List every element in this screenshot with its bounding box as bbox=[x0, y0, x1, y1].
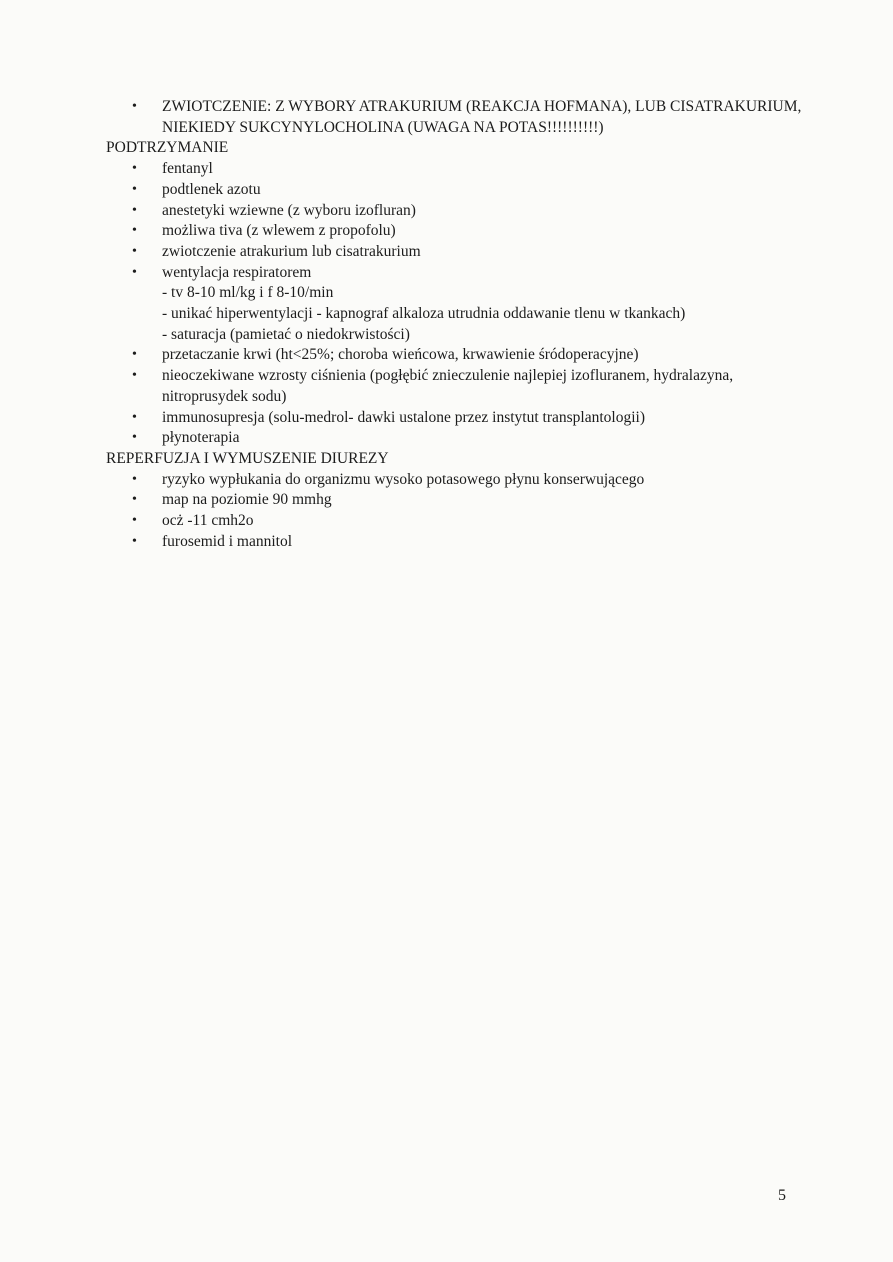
bullet-item bbox=[106, 221, 806, 242]
bullet-item bbox=[106, 345, 806, 366]
bullet-dot: • bbox=[132, 368, 137, 384]
bullet-text: furosemid i mannitol bbox=[162, 532, 293, 550]
bullet-dot: • bbox=[132, 492, 137, 508]
bullet-item bbox=[106, 490, 806, 511]
bullet-dot: • bbox=[132, 202, 137, 218]
bullet-dot: • bbox=[132, 533, 137, 549]
bullet-dot: • bbox=[132, 513, 137, 529]
bullet-text: ZWIOTCZENIE: Z WYBORY ATRAKURIUM (REAKCJA HOFMANA), LUB CISATRAKURIUM, NIEKIEDY SUKCYNYLOCHOLINA (UWAGA NA POTAS!!!!!!!!!!) bbox=[162, 98, 802, 136]
bullet-item bbox=[106, 366, 806, 407]
bullet-item bbox=[106, 242, 806, 263]
sub-item: - unikać hiperwentylacji - kapnograf alkaloza utrudnia oddawanie tlenu w tkankach) bbox=[162, 305, 686, 323]
bullet-text: wentylacja respiratorem bbox=[162, 263, 312, 281]
bullet-item bbox=[106, 201, 806, 222]
bullet-dot: • bbox=[132, 430, 137, 446]
bullet-item bbox=[106, 428, 806, 449]
bullet-text: immunosupresja (solu-medrol- dawki ustalone przez instytut transplantologii) bbox=[162, 408, 645, 426]
page-number: 5 bbox=[778, 1187, 786, 1204]
bullet-item bbox=[106, 408, 806, 429]
bullet-text: płynoterapia bbox=[162, 429, 240, 447]
bullet-dot: • bbox=[132, 161, 137, 177]
bullet-text: możliwa tiva (z wlewem z propofolu) bbox=[162, 222, 396, 240]
bullet-item bbox=[106, 532, 806, 553]
bullet-dot: • bbox=[132, 264, 137, 280]
bullet-text: anestetyki wziewne (z wyboru izofluran) bbox=[162, 201, 416, 219]
bullet-text: map na poziomie 90 mmhg bbox=[162, 491, 332, 509]
bullet-dot: • bbox=[132, 181, 137, 197]
bullet-dot: • bbox=[132, 99, 137, 114]
bullet-dot: • bbox=[132, 347, 137, 363]
section-heading: PODTRZYMANIE bbox=[106, 139, 229, 157]
bullet-dot: • bbox=[132, 243, 137, 259]
bullet-text: nieoczekiwane wzrosty ciśnienia (pogłębić znieczulenie najlepiej izofluranem, hydralazyna, nitroprusydek sodu) bbox=[162, 367, 734, 405]
bullet-dot: • bbox=[132, 471, 137, 487]
bullet-text: zwiotczenie atrakurium lub cisatrakurium bbox=[162, 242, 421, 260]
sub-item: - tv 8-10 ml/kg i f 8-10/min bbox=[162, 284, 334, 302]
section-heading: REPERFUZJA I WYMUSZENIE DIUREZY bbox=[106, 449, 389, 467]
bullet-item bbox=[106, 263, 806, 284]
bullet-dot: • bbox=[132, 223, 137, 239]
bullet-item bbox=[106, 180, 806, 201]
sub-item: - saturacja (pamietać o niedokrwistości) bbox=[162, 325, 410, 343]
bullet-item bbox=[106, 470, 806, 491]
bullet-dot: • bbox=[132, 409, 137, 425]
bullet-item bbox=[106, 97, 806, 138]
document-body bbox=[106, 97, 806, 552]
bullet-item bbox=[106, 159, 806, 180]
bullet-text: podtlenek azotu bbox=[162, 180, 261, 198]
bullet-text: fentanyl bbox=[162, 160, 213, 178]
bullet-item bbox=[106, 511, 806, 532]
bullet-text: przetaczanie krwi (ht<25%; choroba wieńcowa, krwawienie śródoperacyjne) bbox=[162, 346, 639, 364]
bullet-text: ryzyko wypłukania do organizmu wysoko potasowego płynu konserwującego bbox=[162, 470, 645, 488]
bullet-text: ocż -11 cmh2o bbox=[162, 512, 254, 530]
